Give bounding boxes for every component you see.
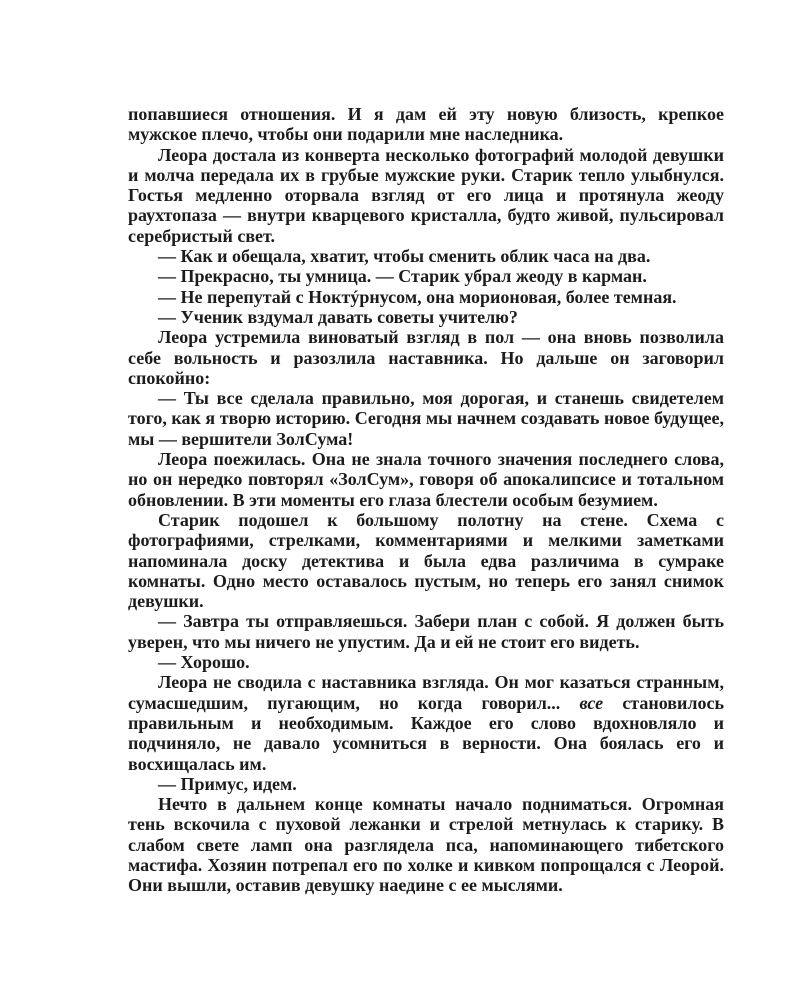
dialogue-line: — Завтра ты отправляешься. Забери план с собой. Я должен быть уверен, что мы ничего не упустим. Да и ей не стоит его видеть.	[128, 611, 724, 652]
paragraph-leora-guilty: Леора устремила виноватый взгляд в пол — она вновь позволила себе вольность и разозлила наставника. Но дальше он заговорил спокойно:	[128, 327, 724, 388]
dialogue-line: — Ты все сделала правильно, моя дорогая, и станешь свидетелем того, как я творю историю. Сегодня мы начнем создавать новое будущее, мы — вершители ЗолСума!	[128, 388, 724, 449]
dialogue-line: — Прекрасно, ты умница. — Старик убрал жеоду в карман.	[158, 266, 647, 287]
paragraph-mastiff: Нечто в дальнем конце комнаты начало подниматься. Огромная тень вскочила с пуховой лежанки и стрелой метнулась к старику. В слабом свете ламп она разглядела пса, напоминающего тибетского мастифа. Хозяин потрепал его по холке и кивком попрощался с Леорой. Они вышли, оставив девушку наедине с ее мыслями.	[128, 794, 724, 896]
paragraph-scheme: Старик подошел к большому полотну на стене. Схема с фотографиями, стрелками, комментариями и мелкими заметками напоминала доску детектива и была едва различима в сумраке комнаты. Одно место оставалось пустым, но теперь его занял снимок девушки.	[128, 509, 724, 612]
paragraph-admiration	[128, 672, 724, 773]
text-run: Леора не сводила с наставника взгляда. Он мог казаться странным, сумасшедшим, пугающим, но когда говорил...	[128, 672, 724, 713]
emphasis-word: все	[579, 692, 604, 713]
book-page	[128, 104, 724, 896]
dialogue-line: — Ученик вздумал давать советы учителю?	[158, 306, 518, 327]
paragraph-zolsum: Леора поежилась. Она не знала точного значения последнего слова, но он нередко повторял «ЗолСум», говоря об апокалипсисе и тотальном обновлении. В эти моменты его глаза блестели особым безумием.	[128, 449, 724, 510]
text-run: становилось правильным и необходимым. Каждое его слово вдохновляло и подчиняло, не давало усомниться в верности. Она боялась его и восхищалась им.	[128, 692, 724, 774]
dialogue-line: — Не перепутай с Ноктýрнусом, она морионовая, более темная.	[158, 286, 677, 307]
paragraph-leora-photos: Леора достала из конверта несколько фотографий молодой девушки и молча передала их в грубые мужские руки. Старик тепло улыбнулся. Гостья медленно оторвала взгляд от его лица и протянула жеоду раухтопаза — внутри кварцевого кристалла, будто живой, пульсировал серебристый свет.	[128, 144, 724, 246]
dialogue-line: — Как и обещала, хватит, чтобы сменить облик часа на два.	[158, 246, 651, 267]
dialogue-line: — Примус, идем.	[158, 773, 297, 794]
dialogue-line: — Хорошо.	[158, 652, 250, 673]
paragraph-continuation: попавшиеся отношения. И я дам ей эту новую близость, крепкое мужское плечо, чтобы они подарили мне наследника.	[128, 104, 724, 145]
